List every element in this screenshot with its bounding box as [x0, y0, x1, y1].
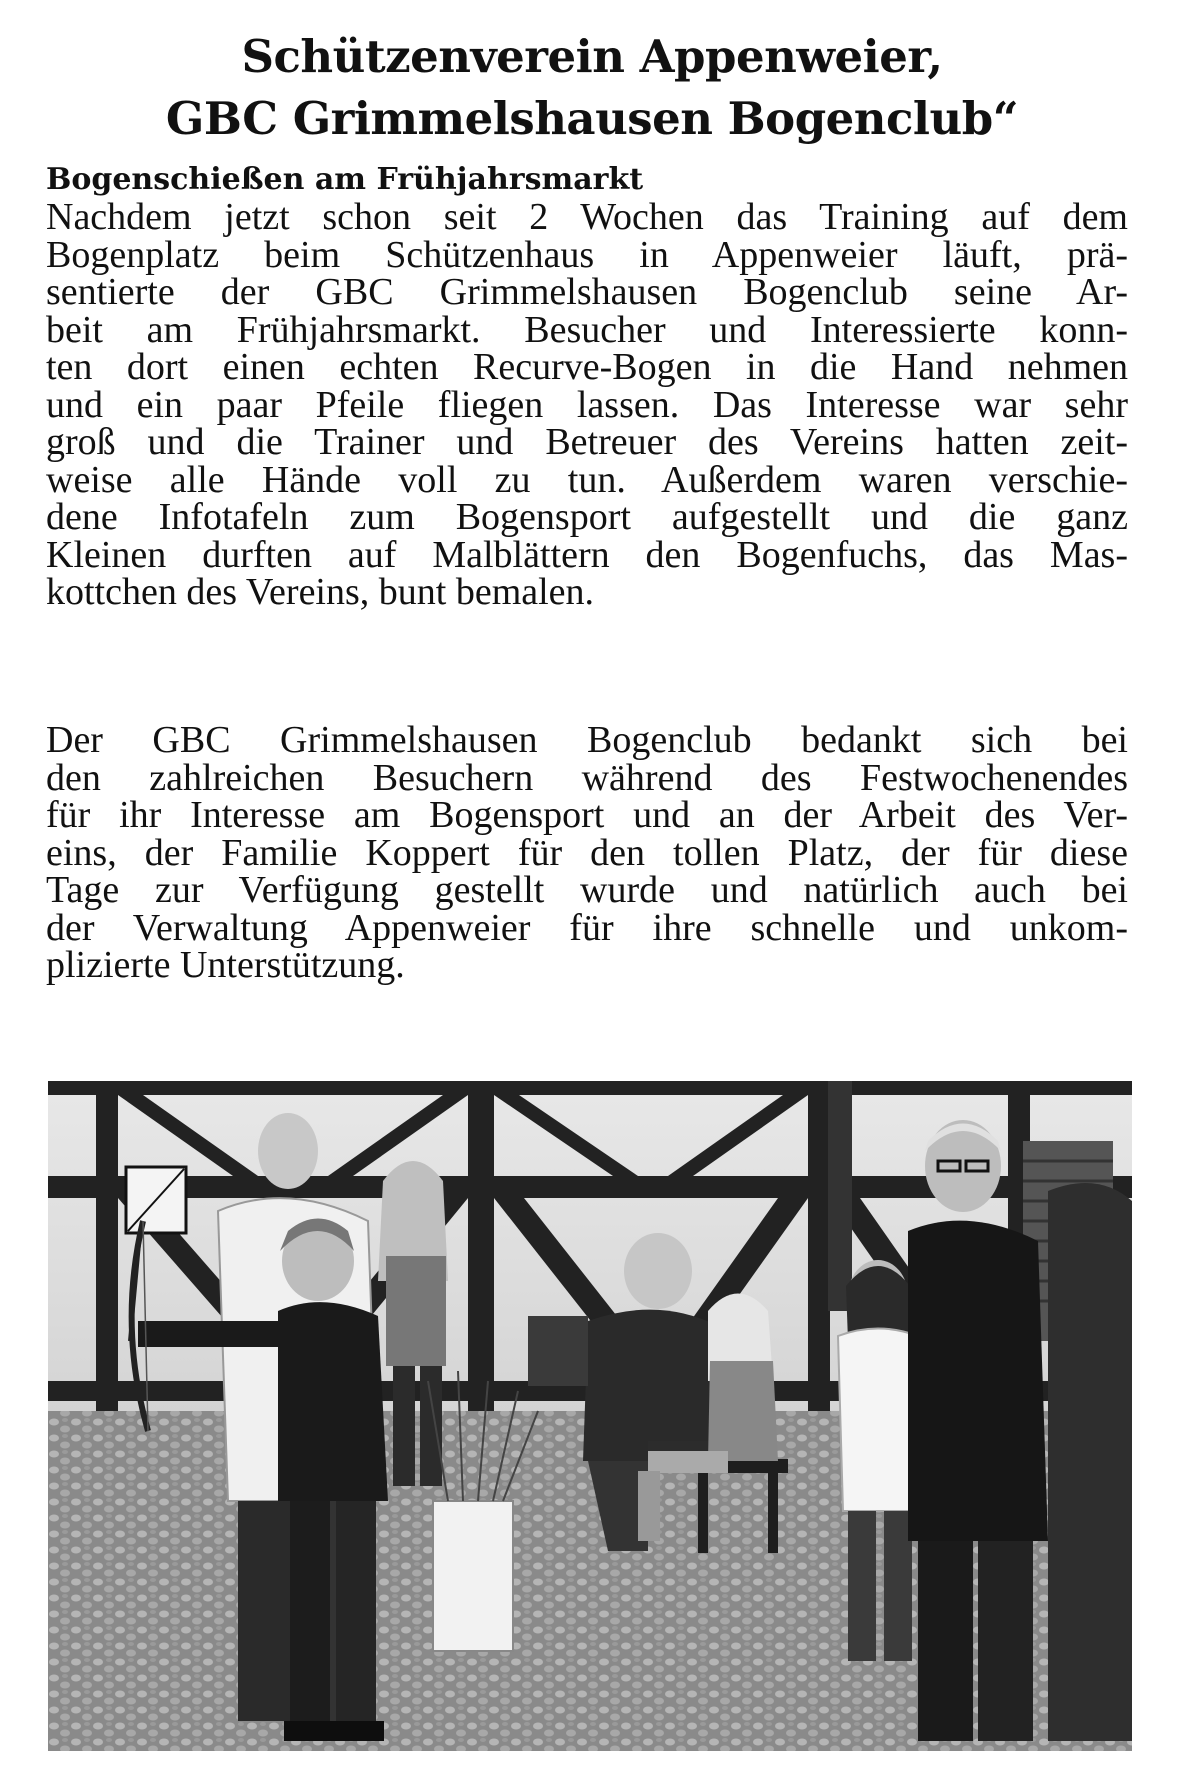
paragraph-line: Nachdem jetzt schon seit 2 Wochen das Training auf dem [46, 196, 1128, 238]
paragraph-line: dene Infotafeln zum Bogensport aufgestellt und die ganz [46, 496, 1128, 538]
stove-pipe [828, 1081, 852, 1311]
paragraph-line: plizierte Unterstützung. [46, 944, 405, 986]
background-person-right [1048, 1183, 1132, 1741]
paragraph-line: Kleinen durften auf Malblättern den Bogenfuchs, das Mas- [46, 533, 1128, 576]
photo-illustration [48, 1081, 1132, 1751]
paragraph-line: den zahlreichen Besuchern während des Festwochenendes [46, 756, 1128, 799]
article-photo [48, 1081, 1132, 1751]
paragraph-line: weise alle Hände voll zu tun. Außerdem waren verschie- [46, 458, 1128, 501]
paragraph-line: Tage zur Verfügung gestellt wurde und natürlich auch bei [46, 869, 1128, 911]
paragraph-line: ten dort einen echten Recurve-Bogen in die Hand nehmen [46, 346, 1128, 388]
article-title-line-1: Schützenverein Appenweier, [241, 30, 943, 83]
paragraph-line: beit am Frühjahrsmarkt. Besucher und Interessierte konn- [46, 308, 1128, 351]
paragraph-line: für ihr Interesse am Bogensport und an der Arbeit des Ver- [46, 794, 1128, 836]
paragraph-2 [46, 719, 1128, 986]
paragraph-line: Der GBC Grimmelshausen Bogenclub bedankt sich bei [46, 719, 1128, 761]
paragraph-line: kottchen des Vereins, bunt bemalen. [46, 571, 595, 613]
paragraph-line: der Verwaltung Appenweier für ihre schnelle und unkom- [46, 906, 1128, 949]
paragraph-line: sentierte der GBC Grimmelshausen Bogenclub seine Ar- [46, 271, 1128, 313]
paragraph-line: groß und die Trainer und Betreuer des Vereins hatten zeit- [46, 421, 1128, 463]
paragraph-line: und ein paar Pfeile fliegen lassen. Das Interesse war sehr [46, 383, 1128, 426]
article-subhead: Bogenschießen am Frühjahrsmarkt [46, 162, 644, 197]
paragraph-1 [46, 196, 1128, 613]
paragraph-line: Bogenplatz beim Schützenhaus in Appenweier läuft, prä- [46, 233, 1128, 276]
article-title [0, 26, 1184, 150]
paragraph-line: eins, der Familie Koppert für den tollen Platz, der für diese [46, 831, 1128, 874]
article-title-line-2: GBC Grimmelshausen Bogenclub“ [165, 92, 1019, 145]
